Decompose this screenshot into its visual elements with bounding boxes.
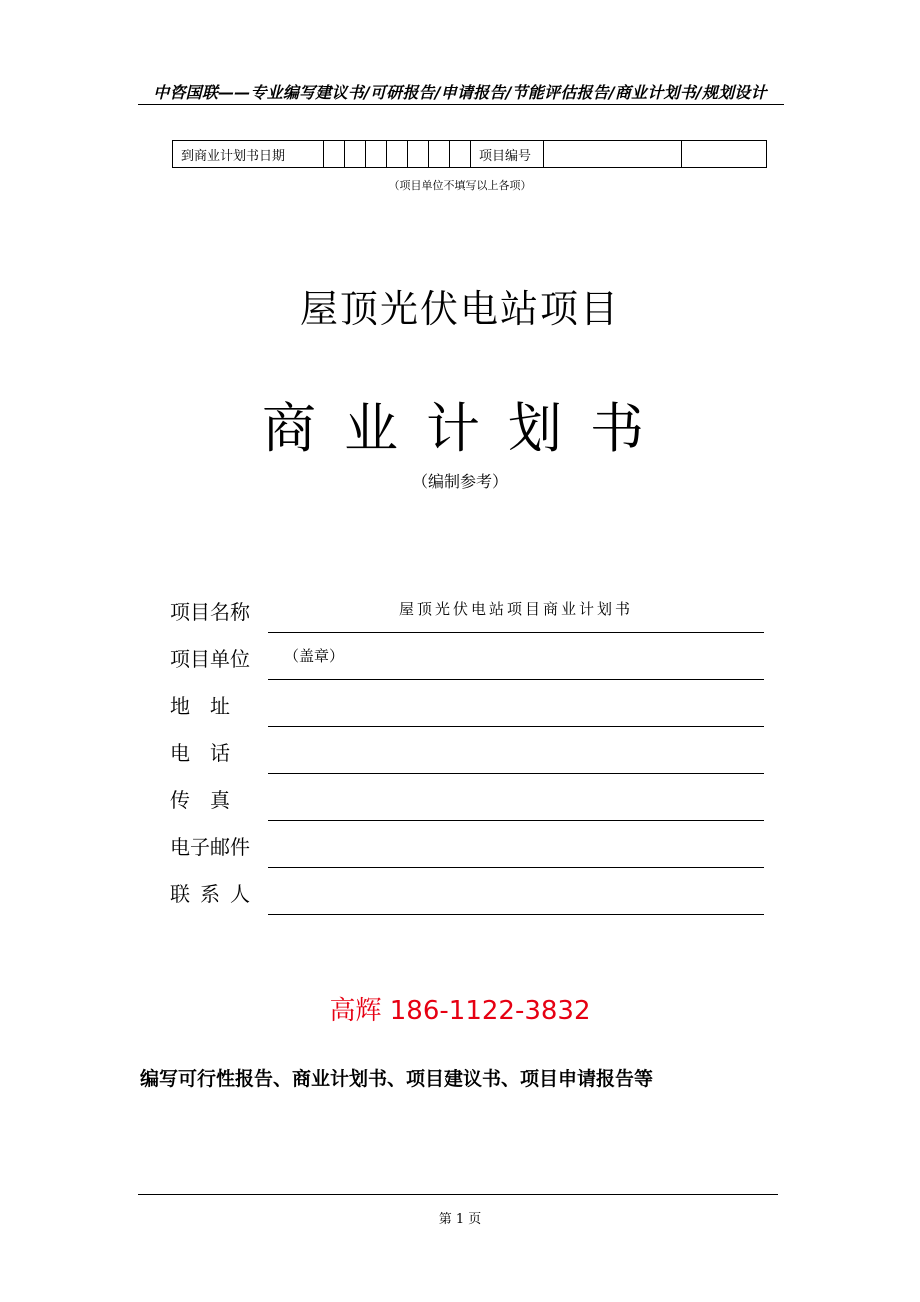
form-label: 联系人	[170, 882, 260, 906]
form-label: 传 真	[170, 788, 230, 812]
form-underline	[268, 914, 764, 915]
header-rule	[138, 104, 784, 105]
project-name-field[interactable]: 屋顶光伏电站项目商业计划书	[398, 600, 633, 618]
form-label: 电子邮件	[170, 835, 250, 859]
date-digit-cell[interactable]	[429, 141, 450, 168]
page-header: 中咨国联——专业编写建议书/可研报告/申请报告/节能评估报告/商业计划书/规划设计	[153, 83, 767, 102]
form-label: 地 址	[170, 694, 230, 718]
form-row-contact-person	[170, 868, 764, 915]
date-digit-cell[interactable]	[324, 141, 345, 168]
date-digit-cell[interactable]	[408, 141, 429, 168]
registration-row	[173, 141, 767, 168]
contact-phone: 高辉 186-1122-3832	[329, 996, 591, 1026]
project-number-label-cell: 项目编号	[471, 141, 544, 168]
form-label: 项目名称	[170, 600, 250, 624]
date-label-cell: 到商业计划书日期	[173, 141, 324, 168]
form-row-address	[170, 680, 764, 727]
project-info-form	[170, 586, 764, 915]
form-row-email	[170, 821, 764, 868]
form-row-fax	[170, 774, 764, 821]
form-label: 电 话	[170, 741, 230, 765]
form-row-project-unit	[170, 633, 764, 680]
document-title: 商业计划书	[262, 397, 672, 460]
page-number: 第 1 页	[438, 1212, 482, 1227]
document-subtitle: （编制参考）	[411, 472, 508, 491]
project-number-cell[interactable]	[544, 141, 682, 168]
project-unit-field[interactable]: （盖章）	[284, 647, 345, 665]
registration-table	[172, 140, 767, 168]
service-description: 编写可行性报告、商业计划书、项目建议书、项目申请报告等	[140, 1068, 654, 1090]
date-digit-cell[interactable]	[450, 141, 471, 168]
date-digit-cell[interactable]	[345, 141, 366, 168]
project-number-extra-cell[interactable]	[682, 141, 767, 168]
date-digit-cell[interactable]	[366, 141, 387, 168]
project-title: 屋顶光伏电站项目	[299, 287, 620, 331]
form-label: 项目单位	[170, 647, 250, 671]
date-digit-cell[interactable]	[387, 141, 408, 168]
form-row-phone	[170, 727, 764, 774]
footer-rule	[138, 1194, 778, 1195]
table-note: （项目单位不填写以上各项）	[388, 179, 532, 192]
form-row-project-name	[170, 586, 764, 633]
